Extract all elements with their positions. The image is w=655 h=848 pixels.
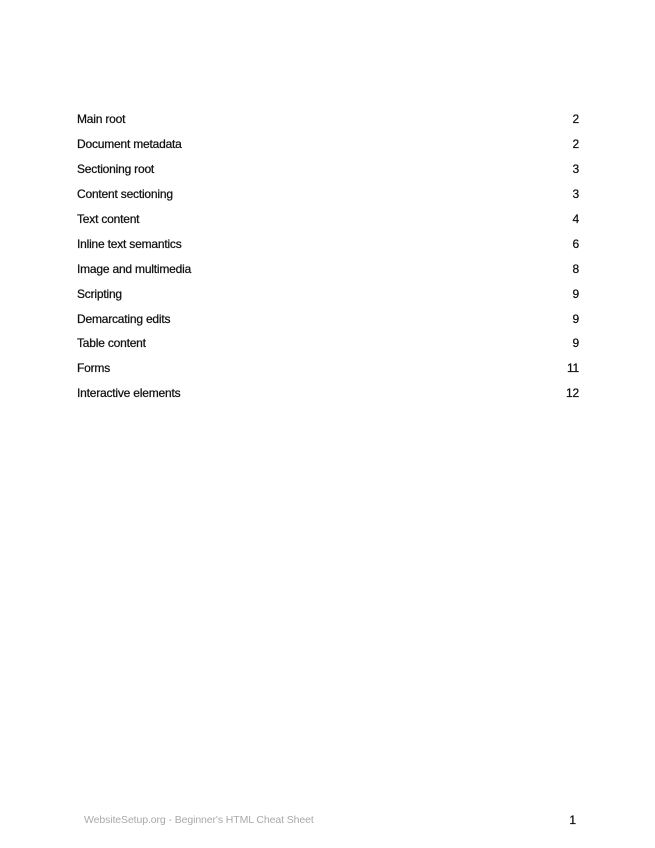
toc-item-page: 6: [572, 236, 579, 251]
toc-item-image-and-multimedia[interactable]: [77, 256, 579, 281]
toc-item-main-root[interactable]: [77, 107, 579, 132]
toc-item-label: Demarcating edits: [77, 311, 171, 326]
toc-item-content-sectioning[interactable]: [77, 182, 579, 207]
toc-item-label: Content sectioning: [77, 187, 173, 202]
toc-item-label: Inline text semantics: [77, 236, 182, 251]
toc-item-page: 4: [572, 212, 579, 226]
toc-item-label: Table content: [77, 336, 146, 351]
toc-item-page: 9: [572, 311, 579, 326]
toc-item-label: Image and multimedia: [77, 261, 192, 276]
toc-item-label: Forms: [77, 361, 110, 376]
toc-item-label: Interactive elements: [77, 386, 181, 401]
toc-item-page: 8: [572, 261, 579, 276]
toc-item-forms[interactable]: [77, 356, 579, 381]
toc-item-table-content[interactable]: [77, 331, 579, 356]
toc-item-text-content[interactable]: [77, 207, 579, 232]
toc-item-demarcating-edits[interactable]: [77, 306, 579, 331]
toc-item-label: Document metadata: [77, 137, 182, 152]
toc-item-page: 3: [572, 162, 579, 177]
toc-item-page: 2: [572, 137, 579, 152]
toc-item-document-metadata[interactable]: [77, 132, 579, 157]
toc-item-scripting[interactable]: [77, 281, 579, 306]
toc-item-page: 12: [566, 386, 579, 401]
toc-item-label: Main root: [77, 112, 126, 127]
toc-item-label: Text content: [77, 212, 140, 226]
toc-item-page: 9: [572, 336, 579, 351]
toc-item-inline-text-semantics[interactable]: [77, 231, 579, 256]
footer-text: WebsiteSetup.org - Beginner's HTML Cheat Sheet: [84, 814, 314, 826]
toc-item-sectioning-root[interactable]: [77, 157, 579, 182]
toc-item-label: Sectioning root: [77, 162, 155, 177]
footer-page-number: 1: [569, 813, 576, 827]
toc-item-label: Scripting: [77, 286, 122, 301]
toc-item-page: 11: [566, 361, 579, 376]
toc-item-page: 9: [572, 286, 579, 301]
toc-item-interactive-elements[interactable]: [77, 381, 579, 406]
toc-item-page: 2: [572, 112, 579, 127]
table-of-contents: [77, 107, 579, 406]
toc-item-page: 3: [572, 187, 579, 202]
